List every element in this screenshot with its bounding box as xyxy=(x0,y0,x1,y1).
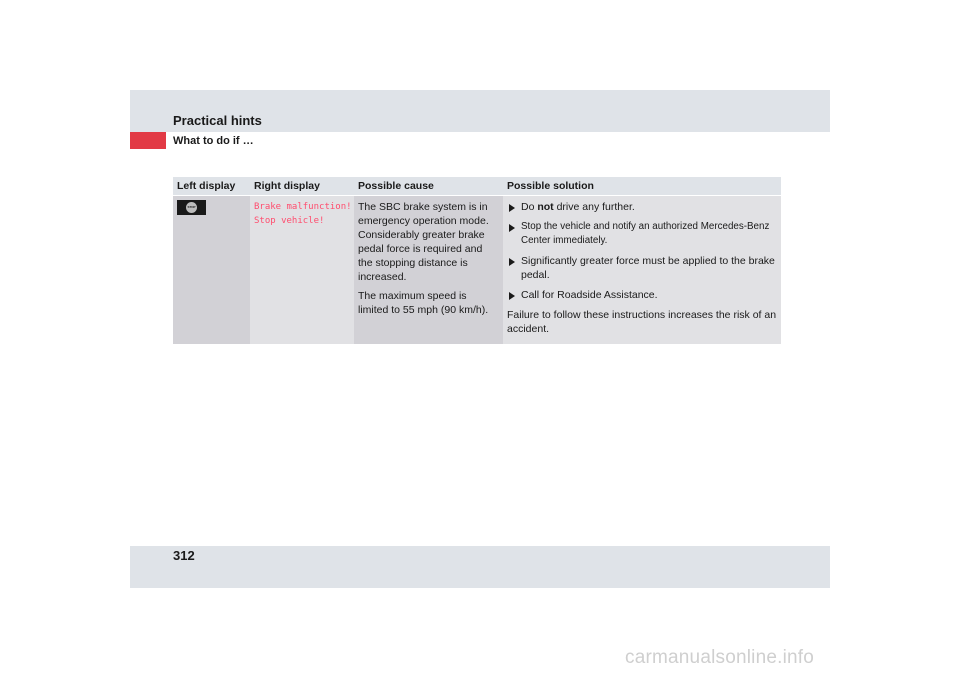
section-title: Practical hints xyxy=(173,113,262,128)
display-message-table xyxy=(173,177,781,344)
display-message-line-2: Stop vehicle! xyxy=(254,216,325,226)
header-possible-solution: Possible solution xyxy=(503,177,781,196)
header-left-display: Left display xyxy=(173,177,250,196)
table-header-row xyxy=(173,177,781,196)
arrow-bullet-icon xyxy=(509,292,515,300)
solution-bullet xyxy=(507,200,777,214)
left-display-cell xyxy=(173,196,250,345)
table-row xyxy=(173,196,781,345)
cause-paragraph: The maximum speed is limited to 55 mph (90 km/h). xyxy=(358,290,489,316)
stop-disc xyxy=(186,202,197,213)
solution-bullet-suffix: drive any further. xyxy=(553,201,635,213)
watermark: carmanualsonline.info xyxy=(625,647,815,668)
solution-bullet-text: Stop the vehicle and notify an authorized Mercedes-Benz Center immediately. xyxy=(521,221,770,246)
solution-warning-note: Failure to follow these instructions increases the risk of an accident. xyxy=(507,309,777,335)
page-number: 312 xyxy=(173,548,195,563)
stop-disc-label: STOP xyxy=(187,205,196,209)
possible-solution-cell xyxy=(503,196,781,345)
footer-band xyxy=(130,546,830,588)
solution-bullet-emphasis: not xyxy=(537,201,554,213)
solution-bullet-text: Significantly greater force must be applied to the brake pedal. xyxy=(521,255,775,281)
arrow-bullet-icon xyxy=(509,204,515,212)
arrow-bullet-icon xyxy=(509,258,515,266)
stop-indicator-icon xyxy=(177,200,206,215)
header-possible-cause: Possible cause xyxy=(354,177,503,196)
subsection-title: What to do if … xyxy=(173,135,254,147)
solution-bullet xyxy=(507,220,777,248)
solution-bullet xyxy=(507,254,777,282)
display-message-line-1: Brake malfunction! xyxy=(254,202,352,212)
cause-paragraph: The SBC brake system is in emergency operation mode. Considerably greater brake pedal force is required and the stopping distance is increased. xyxy=(358,201,489,283)
solution-bullet xyxy=(507,288,777,302)
arrow-bullet-icon xyxy=(509,224,515,232)
solution-bullet-text: Call for Roadside Assistance. xyxy=(521,289,658,301)
solution-bullet-prefix: Do xyxy=(521,201,538,213)
possible-cause-cell xyxy=(354,196,503,345)
right-display-cell xyxy=(250,196,354,345)
header-right-display: Right display xyxy=(250,177,354,196)
section-marker xyxy=(130,132,166,149)
